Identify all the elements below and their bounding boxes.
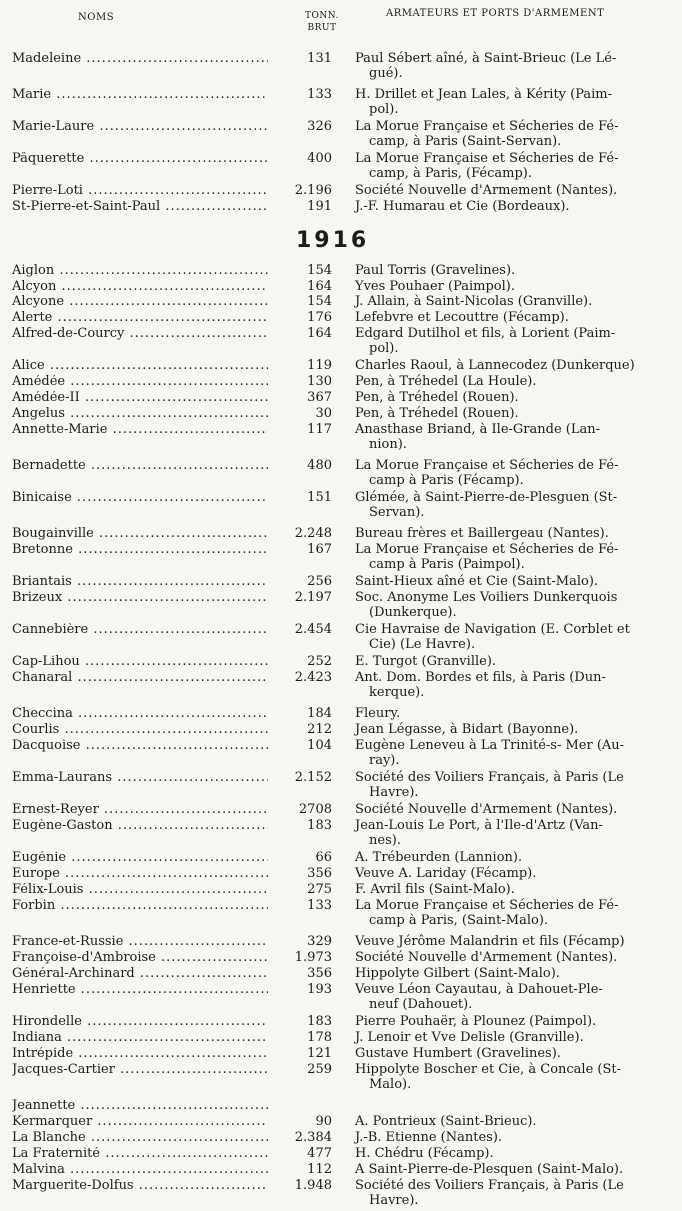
ship-owner-line: Fleury. (355, 706, 401, 721)
ship-owner-continuation: camp à Paris (Paimpol). (369, 556, 525, 572)
ship-name: Pâquerette ..... (12, 152, 268, 167)
ship-tonnage: 356 (307, 966, 332, 981)
ship-owner-continuation: kerque). (369, 684, 425, 700)
ship-tonnage: 184 (307, 706, 332, 721)
ship-owner-line: J. Allain, à Saint-Nicolas (Granville). (355, 294, 593, 309)
ship-owner-continuation: camp, à Paris (Saint-Servan). (369, 133, 562, 149)
ship-name: Jeannette ..... (12, 1099, 268, 1114)
ship-owner (355, 52, 673, 81)
ship-owner-continuation: Malo). (369, 1076, 412, 1092)
ship-name: Bernadette ..... (12, 459, 268, 474)
ship-owner-line: La Morue Française et Sécheries de Fé- (355, 458, 619, 473)
ship-owner (355, 423, 673, 452)
ship-owner (355, 867, 673, 882)
ship-owner (355, 707, 673, 722)
ship-owner-line: Veuve A. Lariday (Fécamp). (355, 866, 537, 881)
ship-owner (355, 899, 673, 928)
ship-name: Hirondelle ..... (12, 1015, 268, 1030)
ship-owner (355, 967, 673, 982)
ship-owner (355, 591, 673, 620)
ship-name: Dacquoise ..... (12, 739, 268, 754)
ship-name: Marie ..... (12, 88, 268, 103)
ship-owner-line: Hippolyte Gilbert (Saint-Malo). (355, 966, 560, 981)
ship-name: Angelus ..... (12, 407, 268, 422)
ship-tonnage: 154 (307, 263, 332, 278)
ship-owner (355, 883, 673, 898)
ship-name: Pierre-Loti ..... (12, 184, 268, 199)
ship-owner-line: F. Avril fils (Saint-Malo). (355, 882, 515, 897)
ship-tonnage: 90 (315, 1114, 332, 1129)
ship-owner (355, 623, 673, 652)
ship-owner (355, 819, 673, 848)
ship-tonnage: 154 (307, 294, 332, 309)
ship-tonnage: 66 (315, 850, 332, 865)
ship-name: Cap-Lihou ..... (12, 655, 268, 670)
ship-tonnage: 121 (307, 1046, 332, 1061)
ship-name: Françoise-d'Ambroise ..... (12, 951, 268, 966)
ship-owner-continuation: camp à Paris (Fécamp). (369, 472, 524, 488)
ship-owner-line: J. Lenoir et Vve Delisle (Granville). (355, 1030, 584, 1045)
ship-owner-line: Glémée, à Saint-Pierre-de-Plesguen (St- (355, 490, 618, 505)
ship-owner (355, 459, 673, 488)
ship-name: Europe ..... (12, 867, 268, 882)
ship-owner (355, 264, 673, 279)
ship-tonnage: 193 (307, 982, 332, 997)
ship-name: Général-Archinard ..... (12, 967, 268, 982)
ship-tonnage: 119 (307, 358, 332, 373)
ship-tonnage: 259 (307, 1062, 332, 1077)
ship-owner-line: J.-F. Humarau et Cie (Bordeaux). (355, 199, 570, 214)
ship-owner (355, 375, 673, 390)
ship-tonnage: 191 (307, 199, 332, 214)
ship-owner (355, 327, 673, 356)
ship-owner (355, 88, 673, 117)
ship-tonnage: 1.948 (294, 1178, 332, 1193)
ship-name: Eugène-Gaston ..... (12, 819, 268, 834)
ship-owner-continuation: Cie) (Le Havre). (369, 636, 476, 652)
ship-owner (355, 1179, 673, 1208)
ship-name: Amédée-II ..... (12, 391, 268, 406)
ship-name: Cannebière ..... (12, 623, 268, 638)
ship-owner-line: Pierre Pouhaër, à Plounez (Paimpol). (355, 1014, 597, 1029)
ship-owner-line: La Morue Française et Sécheries de Fé- (355, 119, 619, 134)
ship-owner-continuation: (Dunkerque). (369, 604, 457, 620)
ship-owner (355, 671, 673, 700)
ship-owner-line: La Morue Française et Sécheries de Fé- (355, 151, 619, 166)
ship-owner (355, 575, 673, 590)
ship-name: Brizeux ..... (12, 591, 268, 606)
ship-owner-line: Société Nouvelle d'Armement (Nantes). (355, 950, 618, 965)
ship-tonnage: 151 (307, 490, 332, 505)
ship-owner-line: Société Nouvelle d'Armement (Nantes). (355, 802, 618, 817)
ship-owner-continuation: nion). (369, 436, 407, 452)
ship-tonnage: 2.384 (294, 1130, 332, 1145)
ship-owner-continuation: ray). (369, 752, 400, 768)
ship-owner-continuation: camp à Paris, (Saint-Malo). (369, 912, 549, 928)
ship-owner (355, 1115, 673, 1130)
ship-owner (355, 491, 673, 520)
ship-owner (355, 1163, 673, 1178)
ship-name: Binicaise ..... (12, 491, 268, 506)
ship-tonnage: 275 (307, 882, 332, 897)
ship-owner-line: Hippolyte Boscher et Cie, à Concale (St- (355, 1062, 622, 1077)
ship-tonnage: 133 (307, 87, 332, 102)
column-header-tonnage-line1: TONN. (305, 11, 339, 21)
ship-owner (355, 771, 673, 800)
ship-owner-line: Société Nouvelle d'Armement (Nantes). (355, 183, 618, 198)
ship-owner (355, 543, 673, 572)
ship-owner (355, 280, 673, 295)
ship-tonnage: 178 (307, 1030, 332, 1045)
ship-owner-line: Yves Pouhaer (Paimpol). (355, 279, 515, 294)
ship-owner-line: Eugène Leneveu à La Trinité-s- Mer (Au- (355, 738, 625, 753)
ship-owner (355, 152, 673, 181)
section-year-heading: 1916 (296, 228, 370, 253)
ship-owner-line: Cie Havraise de Navigation (E. Corblet et (355, 622, 630, 637)
ship-owner-line: Pen, à Tréhedel (La Houle). (355, 374, 537, 389)
ship-owner-line: Jean Légasse, à Bidart (Bayonne). (355, 722, 579, 737)
ship-owner-line: Pen, à Tréhedel (Rouen). (355, 390, 519, 405)
ship-owner-line: Saint-Hieux aîné et Cie (Saint-Malo). (355, 574, 599, 589)
ship-tonnage: 1.973 (294, 950, 332, 965)
ship-name: Alcyone ..... (12, 295, 268, 310)
ship-name: Marguerite-Dolfus ..... (12, 1179, 268, 1194)
ship-owner (355, 359, 673, 374)
ship-owner-line: E. Turgot (Granville). (355, 654, 497, 669)
ship-tonnage: 367 (307, 390, 332, 405)
ship-owner (355, 1031, 673, 1046)
ship-tonnage: 183 (307, 1014, 332, 1029)
ship-tonnage: 356 (307, 866, 332, 881)
ship-tonnage: 167 (307, 542, 332, 557)
ship-owner (355, 184, 673, 199)
ship-owner (355, 983, 673, 1012)
ship-name: Emma-Laurans ..... (12, 771, 268, 786)
ship-name: Henriette ..... (12, 983, 268, 998)
ship-owner-continuation: neuf (Dahouet). (369, 996, 473, 1012)
ship-owner-continuation: pol). (369, 101, 399, 117)
ship-owner (355, 1047, 673, 1062)
ship-owner-line: Lefebvre et Lecouttre (Fécamp). (355, 310, 569, 325)
column-header-owners: ARMATEURS ET PORTS D'ARMEMENT (386, 8, 605, 19)
ship-owner (355, 1147, 673, 1162)
ship-tonnage: 130 (307, 374, 332, 389)
ship-owner-line: Pen, à Tréhedel (Rouen). (355, 406, 519, 421)
ship-owner (355, 739, 673, 768)
ship-owner-line: Veuve Jérôme Malandrin et fils (Fécamp) (355, 934, 625, 949)
ship-owner-line: Paul Sébert aîné, à Saint-Brieuc (Le Lé- (355, 51, 617, 66)
ship-owner-line: A Saint-Pierre-de-Plesquen (Saint-Malo). (355, 1162, 624, 1177)
ship-name: Briantais ..... (12, 575, 268, 590)
ship-owner-line: La Morue Française et Sécheries de Fé- (355, 542, 619, 557)
ship-tonnage: 2.152 (294, 770, 332, 785)
ship-owner (355, 120, 673, 149)
ship-owner-continuation: pol). (369, 340, 399, 356)
ship-owner-line: Société des Voiliers Français, à Paris (Le (355, 1178, 624, 1193)
ship-name: La Fraternité ..... (12, 1147, 268, 1162)
ship-owner (355, 951, 673, 966)
ship-tonnage: 30 (315, 406, 332, 421)
ship-name: Ernest-Reyer ..... (12, 803, 268, 818)
ship-owner (355, 1131, 673, 1146)
ship-owner-line: A. Pontrieux (Saint-Brieuc). (355, 1114, 537, 1129)
ship-tonnage: 212 (307, 722, 332, 737)
ship-tonnage: 164 (307, 279, 332, 294)
ship-name: Eugénie ..... (12, 851, 268, 866)
ship-name: Amédée ..... (12, 375, 268, 390)
ship-tonnage: 2.197 (294, 590, 332, 605)
ship-owner-line: J.-B. Etienne (Nantes). (355, 1130, 503, 1145)
ship-owner-line: A. Trébeurden (Lannion). (355, 850, 523, 865)
ship-owner (355, 407, 673, 422)
ship-owner-line: Société des Voiliers Français, à Paris (Le (355, 770, 624, 785)
ship-owner-line: Veuve Léon Cayautau, à Dahouet-Ple- (355, 982, 603, 997)
ship-name: St-Pierre-et-Saint-Paul ..... (12, 200, 268, 215)
ship-tonnage: 477 (307, 1146, 332, 1161)
ship-owner-line: Jean-Louis Le Port, à l'Ile-d'Artz (Van- (355, 818, 603, 833)
ship-name: Bougainville ..... (12, 527, 268, 542)
column-header-tonnage-line2: BRUT (307, 23, 337, 33)
ship-name: Félix-Louis ..... (12, 883, 268, 898)
ship-owner (355, 295, 673, 310)
ship-owner-line: Paul Torris (Gravelines). (355, 263, 516, 278)
ship-owner-continuation: nes). (369, 832, 401, 848)
ship-name: Indiana ..... (12, 1031, 268, 1046)
ship-tonnage: 117 (307, 422, 332, 437)
ship-tonnage: 2.423 (294, 670, 332, 685)
ship-tonnage: 164 (307, 326, 332, 341)
column-header-names: NOMS (78, 12, 115, 23)
ship-owner-continuation: Havre). (369, 1192, 419, 1208)
ship-owner-continuation: Havre). (369, 784, 419, 800)
ship-owner (355, 655, 673, 670)
ship-name: Malvina ..... (12, 1163, 268, 1178)
ship-name: Forbin ..... (12, 899, 268, 914)
ship-owner (355, 391, 673, 406)
ship-name: Chanaral ..... (12, 671, 268, 686)
ship-owner-line: H. Drillet et Jean Lales, à Kérity (Paim- (355, 87, 613, 102)
ship-name: Jacques-Cartier ..... (12, 1063, 268, 1078)
ship-owner-line: Bureau frères et Baillergeau (Nantes). (355, 526, 609, 541)
column-header-tonnage (302, 10, 342, 34)
ship-name: Madeleine ..... (12, 52, 268, 67)
ship-owner-line: H. Chédru (Fécamp). (355, 1146, 494, 1161)
ship-owner (355, 527, 673, 542)
ship-owner (355, 1015, 673, 1030)
ship-tonnage: 252 (307, 654, 332, 669)
ship-tonnage: 112 (307, 1162, 332, 1177)
ship-owner (355, 311, 673, 326)
ship-name: Bretonne ..... (12, 543, 268, 558)
ship-tonnage: 131 (307, 51, 332, 66)
ship-name: Aiglon ..... (12, 264, 268, 279)
ship-owner-line: Soc. Anonyme Les Voiliers Dunkerquois (355, 590, 618, 605)
ship-name: Kermarquer ..... (12, 1115, 268, 1130)
ship-tonnage: 2.196 (294, 183, 332, 198)
ship-tonnage: 2.248 (294, 526, 332, 541)
ship-owner (355, 851, 673, 866)
ship-owner (355, 723, 673, 738)
ship-owner-line: Ant. Dom. Bordes et fils, à Paris (Dun- (355, 670, 606, 685)
ship-name: Alerte ..... (12, 311, 268, 326)
ship-tonnage: 329 (307, 934, 332, 949)
ship-owner-line: Edgard Dutilhol et fils, à Lorient (Paim- (355, 326, 616, 341)
ship-tonnage: 256 (307, 574, 332, 589)
ship-name: Alice ..... (12, 359, 268, 374)
ship-tonnage: 2.454 (294, 622, 332, 637)
ship-tonnage: 183 (307, 818, 332, 833)
ship-owner (355, 803, 673, 818)
ship-tonnage: 2708 (298, 802, 332, 817)
ship-owner (355, 1063, 673, 1092)
ship-owner-continuation: camp, à Paris, (Fécamp). (369, 165, 533, 181)
ship-name: Marie-Laure ..... (12, 120, 268, 135)
ship-tonnage: 133 (307, 898, 332, 913)
ship-name: Courlis ..... (12, 723, 268, 738)
ship-tonnage: 480 (307, 458, 332, 473)
ship-tonnage: 400 (307, 151, 332, 166)
ship-owner-line: Anasthase Briand, à Ile-Grande (Lan- (355, 422, 601, 437)
ship-owner (355, 935, 673, 950)
ship-owner-line: Gustave Humbert (Gravelines). (355, 1046, 561, 1061)
ship-name: Intrépide ..... (12, 1047, 268, 1062)
ship-name: Checcina ..... (12, 707, 268, 722)
ship-name: Alfred-de-Courcy ..... (12, 327, 268, 342)
ship-owner-line: Charles Raoul, à Lannecodez (Dunkerque) (355, 358, 635, 373)
ship-name: France-et-Russie ..... (12, 935, 268, 950)
ship-tonnage: 326 (307, 119, 332, 134)
ship-tonnage: 176 (307, 310, 332, 325)
ship-owner-continuation: Servan). (369, 504, 425, 520)
ship-name: La Blanche ..... (12, 1131, 268, 1146)
ship-name: Alcyon ..... (12, 280, 268, 295)
ship-owner-line: La Morue Française et Sécheries de Fé- (355, 898, 619, 913)
ship-owner-continuation: gué). (369, 65, 403, 81)
ship-owner (355, 200, 673, 215)
ship-name: Annette-Marie ..... (12, 423, 268, 438)
ship-tonnage: 104 (307, 738, 332, 753)
